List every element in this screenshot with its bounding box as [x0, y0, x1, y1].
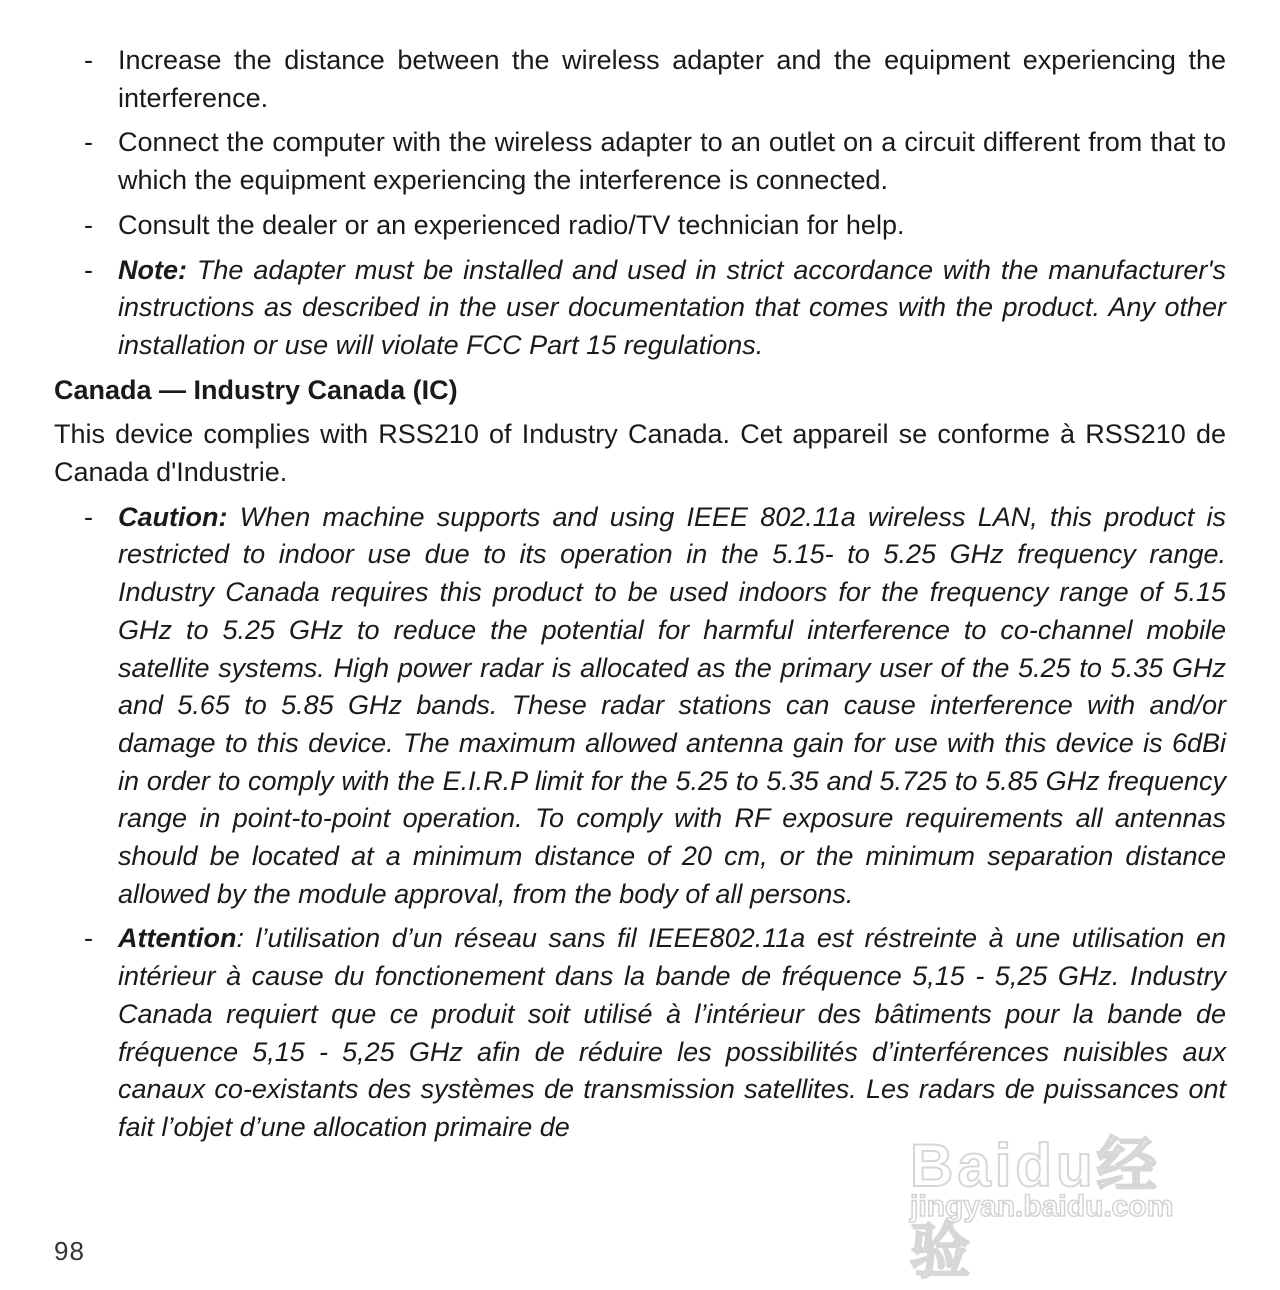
list-item-text: Consult the dealer or an experienced radio/TV technician for help.	[118, 209, 905, 240]
section-heading: Canada — Industry Canada (IC)	[54, 374, 458, 405]
note-label: Note:	[118, 254, 187, 285]
caution-body	[118, 502, 1226, 909]
attention-label: Attention	[118, 923, 237, 954]
list-item-text: Increase the distance between the wireless adapter and the equipment experiencing the interference.	[118, 45, 1226, 113]
watermark-logo: Baidu经验	[910, 1132, 1161, 1285]
list-item-text: Connect the computer with the wireless adapter to an outlet on a circuit different from that to which the equipment experiencing the interference is connected.	[118, 127, 1226, 196]
list-dash: -	[84, 209, 93, 240]
list-dash: -	[84, 923, 93, 954]
attention-item	[54, 920, 1226, 1146]
note-text: The adapter must be installed and used in strict accordance with the manufacturer's instructions as described in the user documentation that comes with the product. Any other installation or use will violate FCC Part 15 regulations.	[118, 254, 1226, 360]
note-body	[118, 255, 1226, 360]
document-page	[54, 42, 1226, 1154]
list-item	[54, 124, 1226, 199]
list-dash: -	[84, 45, 93, 75]
section-paragraph: This device complies with RSS210 of Industry Canada. Cet appareil se conforme à RSS210 de Canada d'Industrie.	[54, 419, 1226, 488]
watermark-url: jingyan.baidu.com	[910, 1190, 1174, 1223]
caution-label: Caution:	[118, 501, 228, 532]
list-dash: -	[84, 501, 93, 532]
list-item	[54, 207, 1226, 245]
page-number: 98	[54, 1236, 85, 1266]
caution-text: When machine supports and using IEEE 802.11a wireless LAN, this product is restricted to indoor use due to its operation in the 5.15- to 5.25 GHz frequency range. Industry Canada requires this product to be used indoors for the frequency range of 5.15 GHz to 5.25 GHz to reduce the potential for harmful interference to co-channel mobile satellite systems. High power radar is allocated as the primary user of the 5.25 to 5.35 GHz and 5.65 to 5.85 GHz bands. These radar stations can cause interference with and/or damage to this device. The maximum allowed antenna gain for use with this device is 6dBi in order to comply with the E.I.R.P limit for the 5.25 to 5.35 and 5.725 to 5.85 GHz frequency range in point-to-point operation. To comply with RF exposure requirements all antennas should be located at a minimum distance of 20 cm, or the minimum separation distance allowed by the module approval, from the body of all persons.	[118, 501, 1226, 909]
note-item	[54, 252, 1226, 365]
list-dash: -	[84, 254, 93, 285]
caution-item	[54, 499, 1226, 914]
attention-body	[118, 923, 1226, 1142]
attention-text: : l’utilisation d’un réseau sans fil IEEE802.11a est réstreinte à une utilisation en intérieur à cause du fonctionement dans la bande de fréquence 5,15 - 5,25 GHz. Industry Canada requiert que ce produit soit utilisé à l’intérieur des bâtiments pour la bande de fréquence 5,15 - 5,25 GHz afin de réduire les possibilités d’interférences nuisibles aux canaux co-existants des systèmes de transmission satellites. Les radars de puissances ont fait l’objet d’une allocation primaire de	[118, 923, 1226, 1142]
list-item	[54, 42, 1226, 117]
list-dash: -	[84, 127, 93, 158]
